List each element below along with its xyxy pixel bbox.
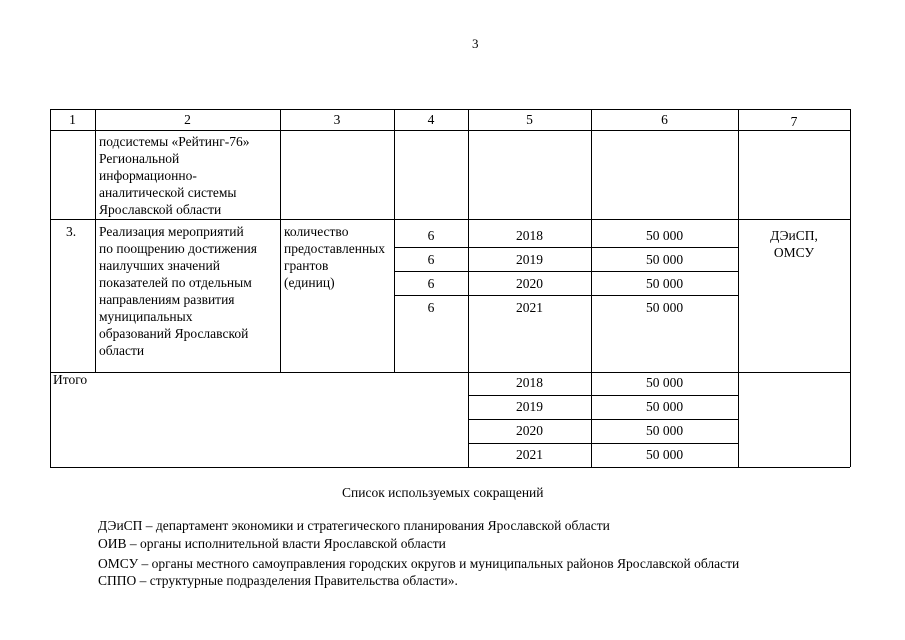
total-year-cell: 2018 (516, 375, 543, 390)
cell-text-line: показателей по отдельным (99, 275, 252, 290)
column-divider (738, 109, 739, 467)
row-number-cell: 3. (66, 224, 77, 239)
total-year-cell: 2021 (516, 447, 543, 462)
cell-text-line: грантов (284, 258, 329, 273)
row3-year-divider (394, 247, 738, 248)
column-divider (280, 109, 281, 372)
year-cell: 2021 (516, 300, 543, 315)
total-year-divider (468, 443, 738, 444)
cell-text-line: наилучших значений (99, 258, 220, 273)
amount-cell: 50 000 (645, 228, 684, 243)
year-cell: 2018 (516, 228, 543, 243)
cell-text-line: Реализация мероприятий (99, 224, 244, 239)
cell-text-line: Региональной (99, 151, 180, 166)
amount-cell: 50 000 (645, 252, 684, 267)
cell-text-line: количество (284, 224, 349, 239)
cell-text-line: ОМСУ (773, 245, 815, 260)
total-label: Итого (53, 372, 88, 387)
year-cell: 2020 (516, 276, 543, 291)
amount-cell: 50 000 (645, 276, 684, 291)
abbreviation-item: ДЭиСП – департамент экономики и стратегического планирования Ярославской области (98, 518, 610, 533)
table-border-right (850, 109, 851, 467)
table-border-bottom (50, 467, 850, 468)
header-cell: 2 (184, 112, 191, 127)
indicator-value-cell: 6 (427, 252, 435, 267)
header-cell: 6 (661, 112, 668, 127)
amount-cell: 50 000 (645, 300, 684, 315)
year-cell: 2019 (516, 252, 543, 267)
table-border-top (50, 109, 850, 110)
cell-text-line: ДЭиСП, (770, 228, 818, 243)
page-number: 3 (472, 36, 479, 51)
total-year-cell: 2019 (516, 399, 543, 414)
cell-text-line: муниципальных (99, 309, 193, 324)
total-amount-cell: 50 000 (645, 423, 684, 438)
cell-text-line: аналитической системы (99, 185, 237, 200)
measure-name-cell (99, 223, 279, 359)
total-year-divider (468, 419, 738, 420)
header-cell: 5 (526, 112, 533, 127)
cell-text-line: Ярославской области (99, 202, 222, 217)
indicator-value-cell: 6 (427, 300, 435, 315)
table-border-left (50, 109, 51, 467)
cell-text-line: подсистемы «Рейтинг-76» (99, 134, 250, 149)
cell-text-line: направлениям развития (99, 292, 235, 307)
executor-cell (738, 227, 850, 261)
row3-year-divider (394, 295, 738, 296)
total-amount-cell: 50 000 (645, 399, 684, 414)
indicator-cell (284, 223, 394, 291)
continued-row-divider (50, 219, 850, 220)
abbreviation-item: ОИВ – органы исполнительной власти Ярославской области (98, 536, 446, 551)
cell-text-line: области (99, 343, 145, 358)
header-row-divider (50, 130, 850, 131)
total-amount-cell: 50 000 (645, 375, 684, 390)
total-year-cell: 2020 (516, 423, 543, 438)
header-cell: 1 (69, 112, 76, 127)
indicator-value-cell: 6 (427, 276, 435, 291)
column-divider (95, 109, 96, 372)
row3-year-divider (394, 271, 738, 272)
header-cell: 7 (790, 114, 798, 129)
total-amount-cell: 50 000 (645, 447, 684, 462)
cell-text-line: по поощрению достижения (99, 241, 257, 256)
abbreviation-item: СППО – структурные подразделения Правительства области». (98, 573, 458, 588)
indicator-value-cell: 6 (427, 228, 435, 243)
header-cell: 4 (427, 112, 435, 127)
abbreviation-item: ОМСУ – органы местного самоуправления городских округов и муниципальных районов Ярославской области (98, 556, 740, 571)
row3-bottom-divider (50, 372, 850, 373)
cell-text-line: (единиц) (284, 275, 335, 290)
cell-text-line: информационно- (99, 168, 197, 183)
header-cell: 3 (333, 112, 341, 127)
cell-text-line: предоставленных (284, 241, 385, 256)
abbreviations-title: Список используемых сокращений (342, 485, 544, 500)
cell-text-line: образований Ярославской (99, 326, 249, 341)
continued-name-cell (99, 133, 279, 218)
total-year-divider (468, 395, 738, 396)
